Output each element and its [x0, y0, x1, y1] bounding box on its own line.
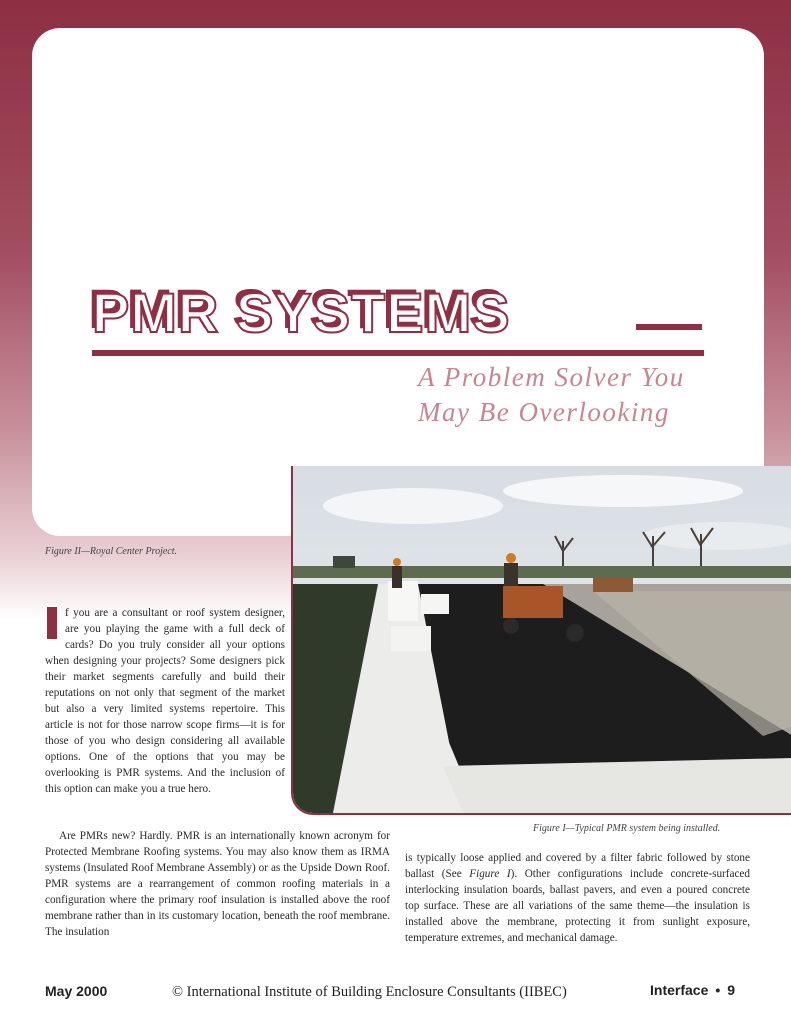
title-underline — [92, 350, 704, 356]
issue-date: May 2000 — [45, 983, 108, 999]
roof-installation-illustration — [293, 466, 791, 813]
subtitle-line-2: May Be Overlooking — [418, 397, 670, 427]
article-column-left — [45, 605, 285, 797]
figure-reference: Figure I — [469, 868, 511, 880]
subtitle-line-1: A Problem Solver You — [418, 362, 685, 392]
figure-1-caption: Figure I—Typical PMR system being installed. — [533, 823, 721, 834]
article-subtitle — [418, 360, 738, 430]
worker-figure-left — [392, 558, 402, 588]
paragraph-2b-start: is typically loose applied and covered by a filter fabric followed by stone ballast (See — [405, 852, 750, 880]
title-dash — [636, 324, 702, 330]
paragraph-2b-end: ). Other configurations include concrete-surfaced interlocking insulation boards, ballast pavers, and even a poured concrete top surface. These are all variations of the same theme—the insulation is installed above the membrane, protecting it from sunlight exposure, temperature extremes, and mechanical damage. — [405, 868, 750, 944]
article-title: PMR SYSTEMS — [92, 281, 511, 344]
paragraph-1-text: f you are a consultant or roof system designer, are you playing the game with a full deck of cards? Do you truly consider all your options when designing your projects? Some designers pick their market segments carefully and build their reputations on not only that segment of the market but also a very limited systems repertoire. This article is not for those narrow scope firms—it is for those of you who design considering all available options. One of the options that you may be overlooking is PMR systems. And the inclusion of this option can make you a true hero. — [45, 607, 285, 795]
copyright-notice: © International Institute of Building Enclosure Consultants (IIBEC) — [172, 984, 567, 1000]
article-paragraph-1 — [45, 605, 285, 797]
folio — [650, 982, 735, 998]
worker-figure-right — [504, 553, 518, 589]
bullet-separator: • — [715, 982, 721, 998]
paragraph-2-text: Are PMRs new? Hardly. PMR is an internationally known acronym for Protected Membrane Roofing systems. You may also know them as IRMA systems (Insulated Roof Membrane Assembly) or as the Upside Down Roof. PMR systems are a rearrangement of common roofing materials in a configuration where the primary roof insulation is installed above the roof membrane rather than in its customary location, beneath the roof membrane. The insulation — [45, 830, 390, 938]
article-column-right — [405, 850, 750, 946]
paragraph-2-continued — [405, 850, 750, 946]
article-paragraph-2 — [45, 828, 390, 940]
figure-2-caption: Figure II—Royal Center Project. — [45, 546, 178, 557]
page-number: 9 — [727, 982, 736, 998]
magazine-name: Interface — [650, 982, 709, 998]
drop-cap-bar — [47, 607, 57, 639]
figure-1-photo — [291, 466, 791, 815]
